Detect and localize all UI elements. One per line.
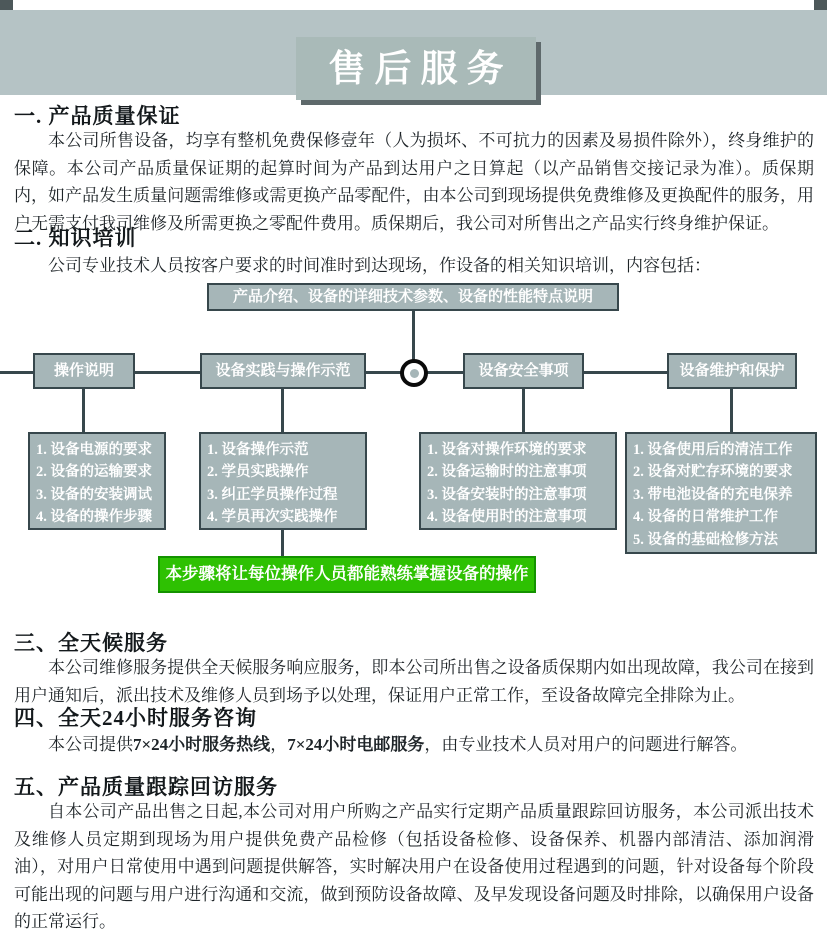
connector-junction-c: [426, 371, 463, 374]
list-box-safety: [419, 432, 617, 530]
list-box-practice-demo: [199, 432, 367, 530]
s4-sep: ，: [270, 735, 288, 754]
junction-node-icon: [400, 359, 428, 387]
list-item: 3. 纠正学员操作过程: [207, 486, 338, 503]
connector-b-junction: [366, 371, 402, 374]
section-5-heading: 五、产品质量跟踪回访服务: [14, 775, 278, 799]
list-item: 2. 学员实践操作: [207, 464, 309, 481]
list-item: 1. 设备操作示范: [207, 442, 309, 458]
list-item: 2. 设备的运输要求: [36, 464, 152, 481]
connector-a-list: [82, 389, 85, 432]
list-item: 3. 带电池设备的充电保养: [633, 486, 793, 503]
section-3-heading: 三、全天候服务: [14, 631, 168, 655]
corner-mark-left: [0, 0, 13, 10]
branch-box-maintenance: 设备维护和保护: [667, 353, 797, 389]
section-2-intro: 公司专业技术人员按客户要求的时间准时到达现场，作设备的相关知识培训，内容包括：: [48, 256, 711, 275]
connector-c-d: [584, 371, 667, 374]
list-item: 5. 设备的基础检修方法: [633, 531, 778, 548]
section-5-body: 自本公司产品出售之日起,本公司对用户所购之产品实行定期产品质量跟踪回访服务，本公司派出技术及维修人员定期到现场为用户提供免费产品检修（包括设备检修、设备保养、机器内部清洁、添加润滑油），对用户日常使用中遇到问题提供解答，实时解决用户在设备使用过程遇到的问题，针对设备每个阶段可能出现的问题与用户进行沟通和交流，做到预防设备故障、及早发现设备问题及时排除，以确保用户设备的正常运行。: [14, 802, 814, 931]
corner-mark-right: [814, 0, 827, 10]
connector-root-stem: [412, 311, 415, 361]
list-box-operation-guide: [28, 432, 166, 530]
list-item: 2. 设备运输时的注意事项: [427, 464, 587, 481]
section-4-body: [14, 731, 814, 759]
list-item: 4. 设备的操作步骤: [36, 509, 152, 526]
s4-rest: ，由专业技术人员对用户的问题进行解答。: [424, 735, 748, 754]
flowchart-result-box: 本步骤将让每位操作人员都能熟练掌握设备的操作: [158, 556, 536, 593]
section-2-heading: 二. 知识培训: [14, 226, 137, 250]
list-item: 4. 设备使用时的注意事项: [427, 509, 587, 526]
list-item: 3. 设备安装时的注意事项: [427, 486, 587, 503]
connector-list-result: [281, 530, 284, 556]
connector-a-b: [135, 371, 200, 374]
connector-b-list: [281, 389, 284, 432]
s4-hotline: 7×24小时服务热线: [133, 735, 271, 754]
s4-lead: 本公司提供: [48, 735, 133, 754]
flowchart-root-box: 产品介绍、设备的详细技术参数、设备的性能特点说明: [207, 283, 619, 311]
section-4-heading: 四、全天24小时服务咨询: [14, 706, 257, 730]
branch-box-safety: 设备安全事项: [463, 353, 584, 389]
connector-c-list: [522, 389, 525, 432]
section-1-heading: 一. 产品质量保证: [14, 104, 181, 128]
connector-d-list: [730, 389, 733, 432]
list-item: 1. 设备电源的要求: [36, 442, 152, 458]
s4-email: 7×24小时电邮服务: [287, 735, 425, 754]
list-box-maintenance: [625, 432, 817, 554]
connector-left-stub: [0, 371, 33, 374]
list-item: 1. 设备使用后的清洁工作: [633, 442, 793, 458]
list-item: 2. 设备对贮存环境的要求: [633, 464, 793, 481]
section-3-body: 本公司维修服务提供全天候服务响应服务，即本公司所出售之设备质保期内如出现故障，我公司在接到用户通知后，派出技术及维修人员到场予以处理，保证用户正常工作，至设备故障完全排除为止。: [14, 658, 814, 705]
list-item: 4. 学员再次实践操作: [207, 509, 338, 526]
page-title: 售后服务: [296, 37, 536, 100]
junction-dot: [410, 369, 419, 378]
list-item: 1. 设备对操作环境的要求: [427, 442, 587, 458]
branch-box-practice-demo: 设备实践与操作示范: [200, 353, 366, 389]
section-1-body: 本公司所售设备，均享有整机免费保修壹年（人为损坏、不可抗力的因素及易损件除外），终身维护的保障。本公司产品质量保证期的起算时间为产品到达用户之日算起（以产品销售交接记录为准）。质保期内，如产品发生质量问题需维修或需更换产品零配件，由本公司到现场提供免费维修及更换配件的服务，用户无需支付我司维修及所需更换之零配件费用。质保期后，我公司对所售出之产品实行终身维护保证。: [14, 131, 814, 233]
list-item: 3. 设备的安装调试: [36, 486, 152, 503]
list-item: 4. 设备的日常维护工作: [633, 509, 778, 526]
branch-box-operation-guide: 操作说明: [33, 353, 135, 389]
